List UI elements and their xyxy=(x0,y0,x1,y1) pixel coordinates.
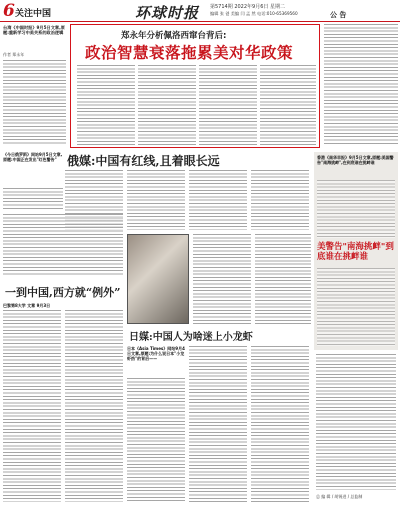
announcement-column xyxy=(324,24,398,148)
japan-headline: 日媒:中国人为啥迷上小龙虾 xyxy=(129,332,253,343)
mid-column-text-2 xyxy=(255,234,311,324)
section-title: 关注中国 xyxy=(15,9,52,19)
cambodia-col-1 xyxy=(3,310,61,502)
page-number: 6 xyxy=(3,1,15,21)
footer-credits: 总 编 辑 / 胡锡进 / 总监制 xyxy=(316,494,363,499)
cambodia-story xyxy=(3,284,123,504)
grey-story-dateline: 香港《南华早报》9月5日文章,原题:美国警告"南海挑衅",在到底谁在挑衅谁 xyxy=(317,155,394,165)
masthead: 环球时报 xyxy=(135,4,200,22)
lead-story-box xyxy=(70,24,320,148)
red-line-sidebar-body xyxy=(3,188,63,210)
cambodia-byline: 巴黎第8大学 文章 9月3日 xyxy=(3,303,51,308)
japan-col-1 xyxy=(127,378,185,502)
red-line-col-4 xyxy=(251,170,309,230)
announcement-heading: 公 告 xyxy=(330,11,347,19)
mid-column-text xyxy=(193,234,251,324)
red-line-headline: 俄媒:中国有红线,且着眼长远 xyxy=(67,154,220,168)
lead-col-2 xyxy=(138,65,196,145)
announcement-body xyxy=(324,24,398,144)
page-header xyxy=(0,0,400,22)
crayfish-photo xyxy=(127,234,189,324)
grey-story-body-top xyxy=(317,180,395,238)
japan-dateline: 日本《Asia Times》网站9月4日文章,原题:为什么说日本"小龙虾热"的背后—— xyxy=(127,346,185,361)
lead-kicker: 郑永年分析佩洛西窜台背后: xyxy=(121,31,227,41)
japan-story xyxy=(127,328,311,504)
left-filler-text xyxy=(3,214,123,276)
lead-col-1 xyxy=(77,65,135,145)
cambodia-col-2 xyxy=(65,310,123,502)
editor-credits: 编辑 张 爸 美编 闫 孟 然 电话:010-65369560 xyxy=(210,11,298,16)
grey-story xyxy=(314,152,398,350)
japan-col-2 xyxy=(189,346,247,502)
lead-headline: 政治智慧衰落拖累美对华政策 xyxy=(85,43,294,62)
upper-left-story xyxy=(3,25,66,145)
cambodia-headline: 一到中国,西方就“例外” xyxy=(5,286,121,299)
upper-left-body xyxy=(3,60,66,145)
issue-info: 第5714期 2022年9月6日 星期二 xyxy=(210,4,285,10)
red-line-col-3 xyxy=(189,170,247,230)
right-bottom-text xyxy=(316,354,396,490)
upper-left-dateline: 台湾《中国时报》9月5日文章,原题:重新学习中美关系的政治逻辑 xyxy=(3,25,65,35)
red-line-sidebar xyxy=(3,152,63,212)
red-line-col-2 xyxy=(127,170,185,230)
grey-story-headline: 美警告"南海挑衅"到底谁在挑衅谁 xyxy=(317,242,394,262)
japan-col-3 xyxy=(251,346,309,502)
grey-story-body-bottom xyxy=(317,268,395,346)
lead-col-3 xyxy=(199,65,257,145)
red-line-kicker: 《今日俄罗斯》网站9月5日文章,原题:中国正在发出"红色警告" xyxy=(3,152,63,162)
upper-left-author: 作者 郑永年 xyxy=(3,52,25,57)
lead-col-4 xyxy=(260,65,316,145)
